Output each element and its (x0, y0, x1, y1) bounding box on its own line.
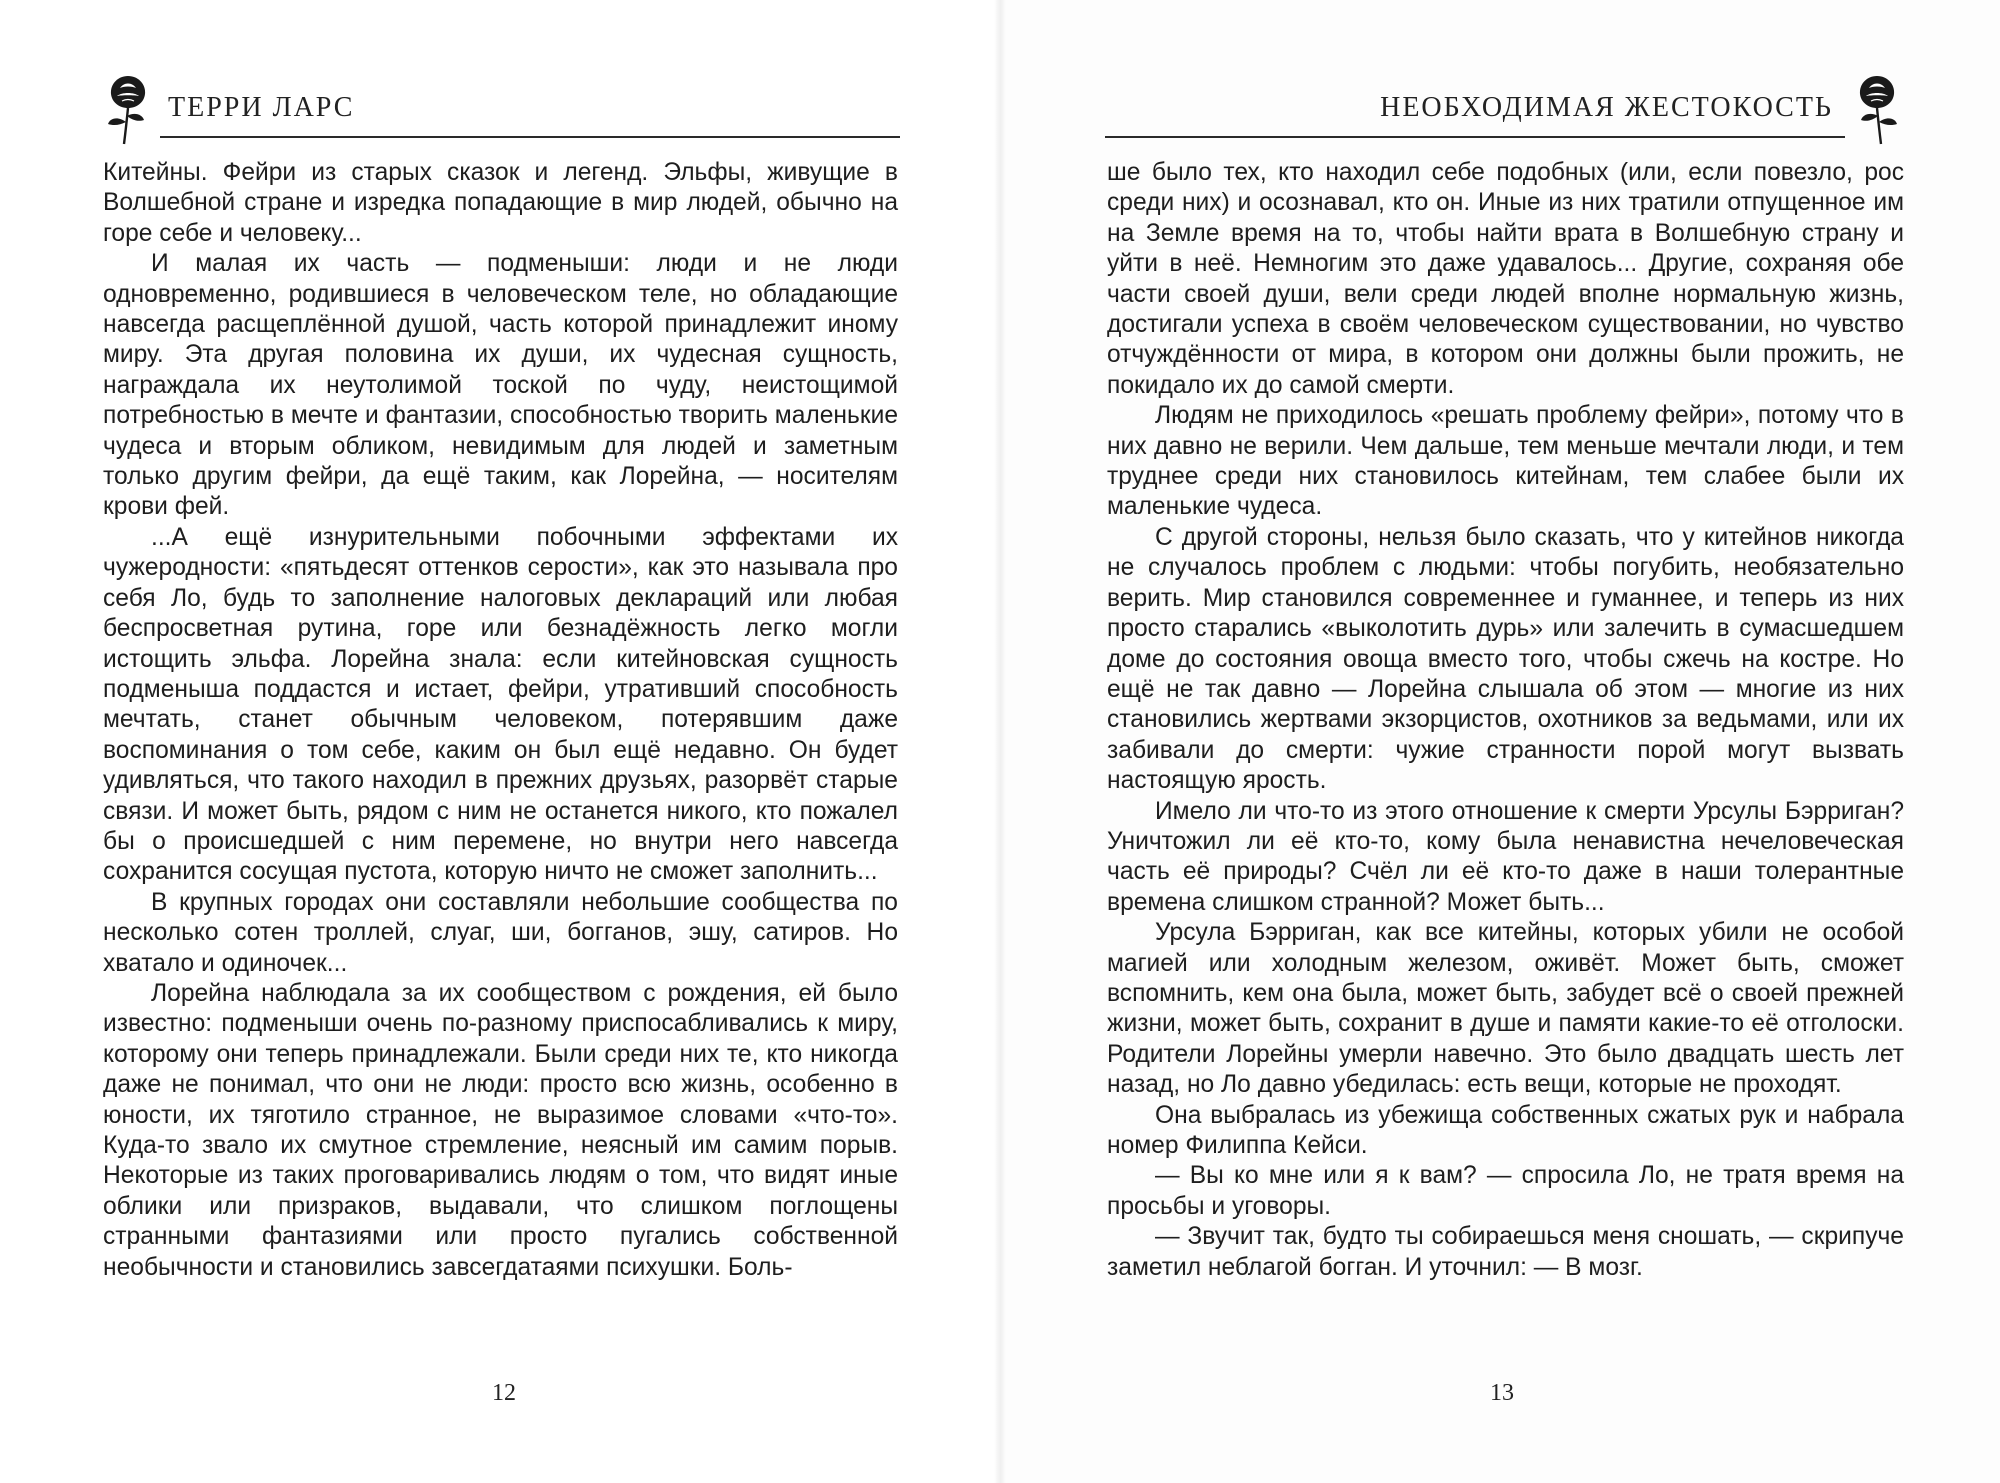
header-rule (160, 136, 900, 138)
left-page-text (103, 158, 898, 1283)
rose-icon (1849, 70, 1905, 148)
right-page (1000, 0, 2000, 1483)
paragraph: — Звучит так, будто ты собираешься меня сношать, — скрипуче заметил неблагой богган. И уточнил: — В мозг. (1107, 1223, 1904, 1281)
left-page-header (100, 66, 900, 138)
paragraph: Она выбралась из убежища собственных сжатых рук и набрала номер Филиппа Кейси. (1107, 1101, 1904, 1159)
right-page-header (1105, 66, 1905, 138)
running-title: ТЕРРИ ЛАРС (168, 92, 355, 123)
running-title: НЕОБХОДИМАЯ ЖЕСТОКОСТЬ (1380, 92, 1833, 123)
header-rule (1105, 136, 1845, 138)
right-page-text (1107, 158, 1904, 1283)
paragraph: С другой стороны, нельзя было сказать, что у китейнов никогда не случалось проблем с людьми: чтобы погубить, необязательно верить. Мир становился современнее и гуманнее, и теперь из них просто старались «выколотить дурь» или залечить в сумасшедшем доме до состояния овоща вместо того, чтобы сжечь на костре. Но ещё не так давно — Лорейна слышала об этом — многие из них становились жертвами экзорцистов, охотников за ведьмами, или их забивали до смерти: чужие странности порой могут вызвать настоящую ярость. (1107, 523, 1904, 795)
paragraph: Урсула Бэрриган, как все китейны, которых убили не особой магией или холодным железом, оживёт. Может быть, сможет вспомнить, кем она была, может быть, забудет всё о своей прежней жизни, может быть, сохранит в душе и памяти какие-то её отголоски. Родители Лорейны умерли навечно. Это было двадцать шесть лет назад, но Ло давно убедилась: есть вещи, которые не проходят. (1107, 919, 1904, 1099)
page-number: 13 (1490, 1380, 1514, 1406)
paragraph: ...А ещё изнурительными побочными эффектами их чужеродности: «пятьдесят оттенков серости», как это называла про себя Ло, будь то заполнение налоговых деклараций или любая беспросветная рутина, горе или безнадёжность легко могли истощить эльфа. Лорейна знала: если китейновская сущность подменыша поддастся и истает, фейри, утративший способность мечтать, станет обычным человеком, потерявшим даже воспоминания о том себе, каким он был ещё недавно. Он будет удивляться, что такого находил в прежних друзьях, разорвёт старые связи. И может быть, рядом с ним не останется никого, кто пожалел бы о происшедшей с ним перемене, но внутри него навсегда сохранится сосущая пустота, которую ничто не сможет заполнить... (103, 523, 898, 886)
rose-icon (100, 70, 156, 148)
paragraph: В крупных городах они составляли небольшие сообщества по несколько сотен троллей, слуаг, ши, богганов, эшу, сатиров. Но хватало и одиночек... (103, 888, 898, 977)
paragraph: — Вы ко мне или я к вам? — спросила Ло, не тратя время на просьбы и уговоры. (1107, 1162, 1904, 1220)
paragraph: Людям не приходилось «решать проблему фейри», потому что в них давно не верили. Чем дальше, тем меньше мечтали люди, и тем труднее среди них становилось китейнам, тем слабее были их маленькие чудеса. (1107, 402, 1904, 521)
paragraph: Имело ли что-то из этого отношение к смерти Урсулы Бэрриган? Уничтожил ли её кто-то, кому была ненавистна нечеловеческая часть её природы? Счёл ли её кто-то даже в наши толерантные времена слишком странной? Может быть... (1107, 797, 1904, 916)
paragraph: ше было тех, кто находил себе подобных (или, если повезло, рос среди них) и осознавал, кто он. Иные из них тратили отпущенное им на Земле время на то, чтобы найти врата в Волшебную страну и уйти в неё. Немногим это даже удавалось... Другие, сохраняя обе части своей души, вели среди людей вполне нормальную жизнь, достигали успеха в своём человеческом существовании, но чувство отчуждённости от мира, в котором они должны были прожить, не покидало их до самой смерти. (1107, 159, 1904, 399)
page-number: 12 (492, 1380, 516, 1406)
paragraph: И малая их часть — подменыши: люди и не люди одновременно, родившиеся в человеческом теле, но обладающие навсегда расщеплённой душой, часть которой принадлежит иному миру. Эта другая половина их души, их чудесная сущность, награждала их неутолимой тоской по чуду, неистощимой потребностью в мечте и фантазии, способностью творить маленькие чудеса и вторым обликом, невидимым для людей и заметным только другим фейри, да ещё таким, как Лорейна, — носителям крови фей. (103, 250, 898, 521)
paragraph: Лорейна наблюдала за их сообществом с рождения, ей было известно: подменыши очень по-разному приспосабливались к миру, которому они теперь принадлежали. Были среди них те, кто никогда даже не понимал, что они не люди: просто всю жизнь, особенно в юности, их тяготило странное, не выразимое словами «что-то». Куда-то звало их смутное стремление, неясный им самим порыв. Некоторые из таких проговаривались людям о том, что видят иные облики или призраков, выдавали, что слишком поглощены странными фантазиями или просто пугались собственной необычности и становились завсегдатаями психушки. Боль- (103, 979, 898, 1281)
book-gutter (994, 0, 1006, 1483)
paragraph: Китейны. Фейри из старых сказок и легенд. Эльфы, живущие в Волшебной стране и изредка попадающие в мир людей, обычно на горе себе и человеку... (103, 159, 898, 247)
